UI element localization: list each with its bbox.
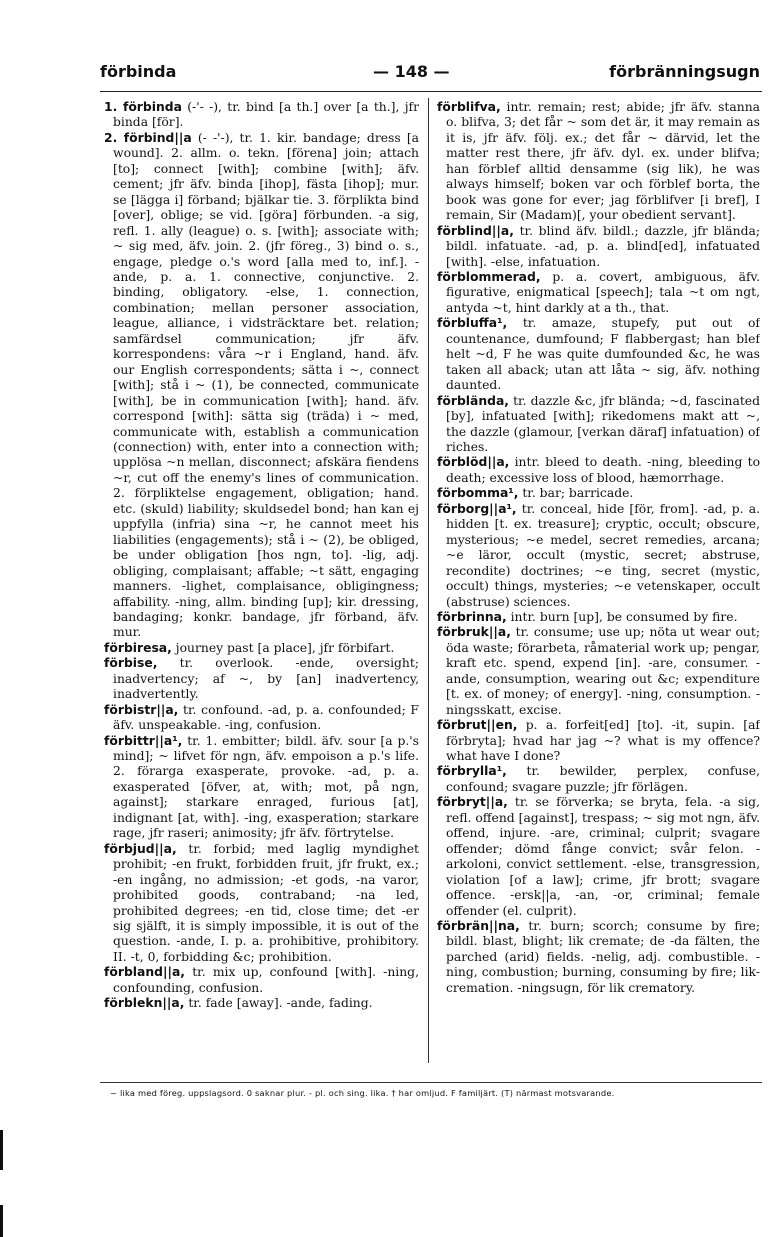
entry-body: tr. blind äfv. bildl.; dazzle, jfr blända; bildl. infatuate. -ad, p. a. blind[ed], infatuated [with]. -else, infatuation. (446, 223, 760, 269)
entry-headword: förblind||a, (437, 223, 514, 238)
dictionary-entry (437, 919, 760, 996)
entry-body: tr. overlook. -ende, oversight; inadvertency; af ~, by [an] inadvertency, inadvertently. (113, 656, 419, 702)
entry-body: tr. mix up, confound [with]. -ning, confounding, confusion. (113, 965, 419, 995)
entry-body: intr. burn [up], be consumed by fire. (506, 609, 738, 624)
right-column (437, 100, 760, 996)
header-rule (100, 91, 762, 92)
binding-mark (0, 1130, 3, 1170)
entry-body: (- -'-), tr. 1. kir. bandage; dress [a wound]. 2. allm. o. tekn. [förena] join; attach [to]; connect [with]; combine [with]; äfv. cement; jfr äfv. binda [ihop], fästa [ihop]; mur. se [lägga i] förband; bjälkar tie. 3. förplikta bind [over], oblige; se vid. [göra] förbunden. -a sig, refl. 1. ally (league) o. s. [with]; associate with; ~ sig med, äfv. join. 2. (jfr föreg., 3) bind o. s., engage, pledge o.'s word [alla med to, inf.]. -ande, p. a. 1. connective, conjunctive. 2. binding, obligatory. -else, 1. connection, combination; mellan personer association, league, alliance, i vidsträcktare bet. relation; samfärdsel communication; jfr äfv. korrespondens: våra ~r i England, hand. äfv. our English correspondents; sätta i ~, connect [with]; stå i ~ (1), be connected, communicate [with], be in communication [with]; hand. äfv. correspond [with]: sätta sig (träda) i ~ med, communicate with, establish a communication (connection) with, enter into a connection with; upplösa ~n mellan, disconnect; afskära fiendens ~r, cut off the enemy's lines of communication. 2. förpliktelse engagement, obligation; hand. etc. (skuld) liability; skuldsedel bond; han kan ej uppfylla (infria) sina ~r, he cannot meet his liabilities (engagements); stå i ~ (2), be obliged, be under obligation [hos ngn, to]. -lig, adj. obliging, complaisant; affable; ~t sätt, engaging manners. -lighet, complaisance, obligingness; affability. -ning, allm. binding [up]; kir. dressing, bandaging; konkr. bandage, jfr förband, äfv. mur. (113, 130, 419, 640)
entry-headword: förbiresa, (104, 640, 172, 655)
dictionary-entry (104, 131, 419, 641)
entry-body: tr. confound. -ad, p. a. confounded; F äfv. unspeakable. -ing, confusion. (113, 702, 419, 733)
entry-body: intr. remain; rest; abide; jfr äfv. stanna o. blifva, 3; det får ~ som det är, it may remain as it is, jfr äfv. följ. ex.; det får ~ därvid, let the matter rest there, jfr äfv. dyl. ex. under blifva; han förblef alltid densamme (sig lik), he was always himself; boken var och förblef borta, the book was gone for ever; jag förblifver [i bref], I remain, Sir (Madam)[, your obedient servant]. (446, 100, 760, 223)
page-number: — 148 — (373, 62, 450, 81)
entry-headword: förbittr||a¹, (104, 733, 183, 748)
entry-body: (-'- -), tr. bind [a th.] over [a th.], jfr binda [för]. (113, 100, 419, 130)
dictionary-entry (437, 718, 760, 764)
entry-headword: förbjud||a, (104, 841, 177, 856)
entry-headword: förblekn||a, (104, 996, 185, 1011)
entry-body: tr. fade [away]. -ande, fading. (184, 996, 373, 1011)
entry-body: tr. dazzle &c, jfr blända; ~d, fascinated [by], infatuated [with]; rikedomens makt att ~, the dazzle (glamour, [verkan däraf] infatuation) of riches. (446, 393, 760, 454)
dictionary-entry (437, 394, 760, 456)
entry-headword: 2. förbind||a (104, 130, 192, 145)
abbreviation-legend: ~ lika med föreg. uppslagsord. 0 saknar plur. - pl. och sing. lika. † har omljud. F familjärt. (T) närmast motsvarande. (110, 1088, 615, 1098)
dictionary-entry (437, 795, 760, 919)
entry-headword: förbryt||a, (437, 795, 508, 810)
dictionary-entry (437, 486, 760, 501)
entry-headword: förbluffa¹, (437, 316, 508, 331)
entry-body: tr. conceal, hide [för, from]. -ad, p. a. hidden [t. ex. treasure]; cryptic, occult; obscure, mysterious; ~e medel, secret remedies, arcana; ~e läror, occult (mystic, secret; abstruse, recondite) doctrines; ~e ting, secret (mystic, occult) things, mysteries; ~e vetenskaper, occult (abstruse) sciences. (446, 501, 760, 609)
dictionary-entry (437, 224, 760, 270)
header-right-word: förbränningsugn (609, 62, 760, 81)
entry-body: tr. bewilder, perplex, confuse, confound; svagare puzzle; jfr förlägen. (446, 764, 760, 794)
entry-headword: förbrylla¹, (437, 764, 507, 779)
dictionary-entry (104, 656, 419, 702)
entry-body: tr. se förverka; se bryta, fela. -a sig, refl. offend [against], trespass; ~ sig mot ngn, äfv. offend, injure. -are, criminal; culprit; svagare offender; dömd fånge convict; svår felon. -arkoloni, convict settlement. -else, transgression, violation [of a law]; crime, jfr brott; svagare offence. -ersk||a, -an, -or, criminal; female offender (el. culprit). (446, 795, 760, 918)
entry-body: tr. consume; use up; nöta ut wear out; öda waste; förarbeta, råmaterial work up; pengar, kraft etc. spend, expend [in]. -are, consumer. -ande, consumption, wearing out &c; expenditure [t. ex. of money; of energy]. -ning, consumption. -ningsskatt, excise. (446, 625, 760, 717)
entry-body: intr. bleed to death. -ning, bleeding to death; excessive loss of blood, hæmorrhage. (446, 455, 760, 485)
entry-body: journey past [a place], jfr förbifart. (171, 640, 395, 655)
entry-headword: 1. förbinda (104, 100, 182, 114)
header-left-word: förbinda (100, 62, 177, 81)
dictionary-entry (437, 610, 760, 625)
dictionary-entry (437, 625, 760, 718)
dictionary-entry (437, 100, 760, 224)
dictionary-entry (104, 996, 419, 1011)
entry-body: p. a. covert, ambiguous, äfv. figurative, enigmatical [speech]; tala ~t om ngt, antyda ~t, hint darkly at a th., that. (446, 269, 760, 315)
dictionary-entry (104, 703, 419, 734)
entry-headword: förbland||a, (104, 965, 185, 980)
left-column (104, 100, 419, 1012)
footer-rule (100, 1082, 762, 1083)
dictionary-entry (437, 764, 760, 795)
entry-body: tr. bar; barricade. (518, 486, 634, 501)
entry-headword: förborg||a¹, (437, 501, 517, 516)
entry-headword: förbrän||na, (437, 919, 520, 934)
entry-headword: förbistr||a, (104, 702, 179, 717)
entry-headword: förblifva, (437, 100, 501, 114)
entry-headword: förbise, (104, 656, 158, 671)
entry-headword: förbomma¹, (437, 486, 519, 501)
entry-headword: förbruk||a, (437, 625, 511, 640)
dictionary-entry (437, 316, 760, 393)
dictionary-entry (437, 502, 760, 610)
entry-headword: förblända, (437, 393, 509, 408)
entry-body: tr. forbid; med laglig myndighet prohibit; -en frukt, forbidden fruit, jfr frukt, ex.; -en ingång, no admission; -et gods, -na varor, prohibited goods, contraband; -na led, prohibited degrees; -en tid, close time; det -er sig själft, it is simply impossible, it is out of the question. -ande, I. p. a. prohibitive, prohibitory. II. -t, 0, forbidding &c; prohibition. (113, 841, 419, 964)
entry-headword: förblommerad, (437, 269, 541, 284)
entry-headword: förblöd||a, (437, 455, 510, 470)
dictionary-entry (104, 641, 419, 656)
binding-mark (0, 1205, 3, 1237)
entry-body: tr. amaze, stupefy, put out of countenance, dumfound; F flabbergast; han blef helt ~d, F he was quite dumfounded &c, he was taken all aback; utan att låta ~ sig, äfv. nothing daunted. (446, 316, 760, 393)
dictionary-entry (104, 734, 419, 842)
entry-body: tr. burn; scorch; consume by fire; bildl. blast, blight; lik cremate; de -da fälten, the parched (arid) fields. -nelig, adj. combustible. -ning, combustion; burning, consuming by fire; lik- cremation. -ningsugn, för lik crematory. (446, 919, 760, 995)
entry-headword: förbrinna, (437, 609, 507, 624)
entry-headword: förbrut||en, (437, 718, 518, 733)
dictionary-entry (437, 270, 760, 316)
entry-body: p. a. forfeit[ed] [to]. -it, supin. [af förbryta]; hvad har jag ~? what is my offence? what have I done? (446, 718, 760, 764)
page-header (100, 62, 760, 86)
entry-body: tr. 1. embitter; bildl. äfv. sour [a p.'s mind]; ~ lifvet för ngn, äfv. empoison a p.'s life. 2. förarga exasperate, provoke. -ad, p. a. exasperated [öfver, at, with; mot, på ngn, against]; starkare enraged, furious [at], indignant [at, with]. -ing, exasperation; starkare rage, jfr raseri; animosity; jfr äfv. förtrytelse. (113, 733, 419, 841)
dictionary-entry (104, 100, 419, 131)
dictionary-entry (104, 842, 419, 966)
column-divider (428, 98, 429, 1063)
dictionary-entry (104, 965, 419, 996)
dictionary-entry (437, 455, 760, 486)
